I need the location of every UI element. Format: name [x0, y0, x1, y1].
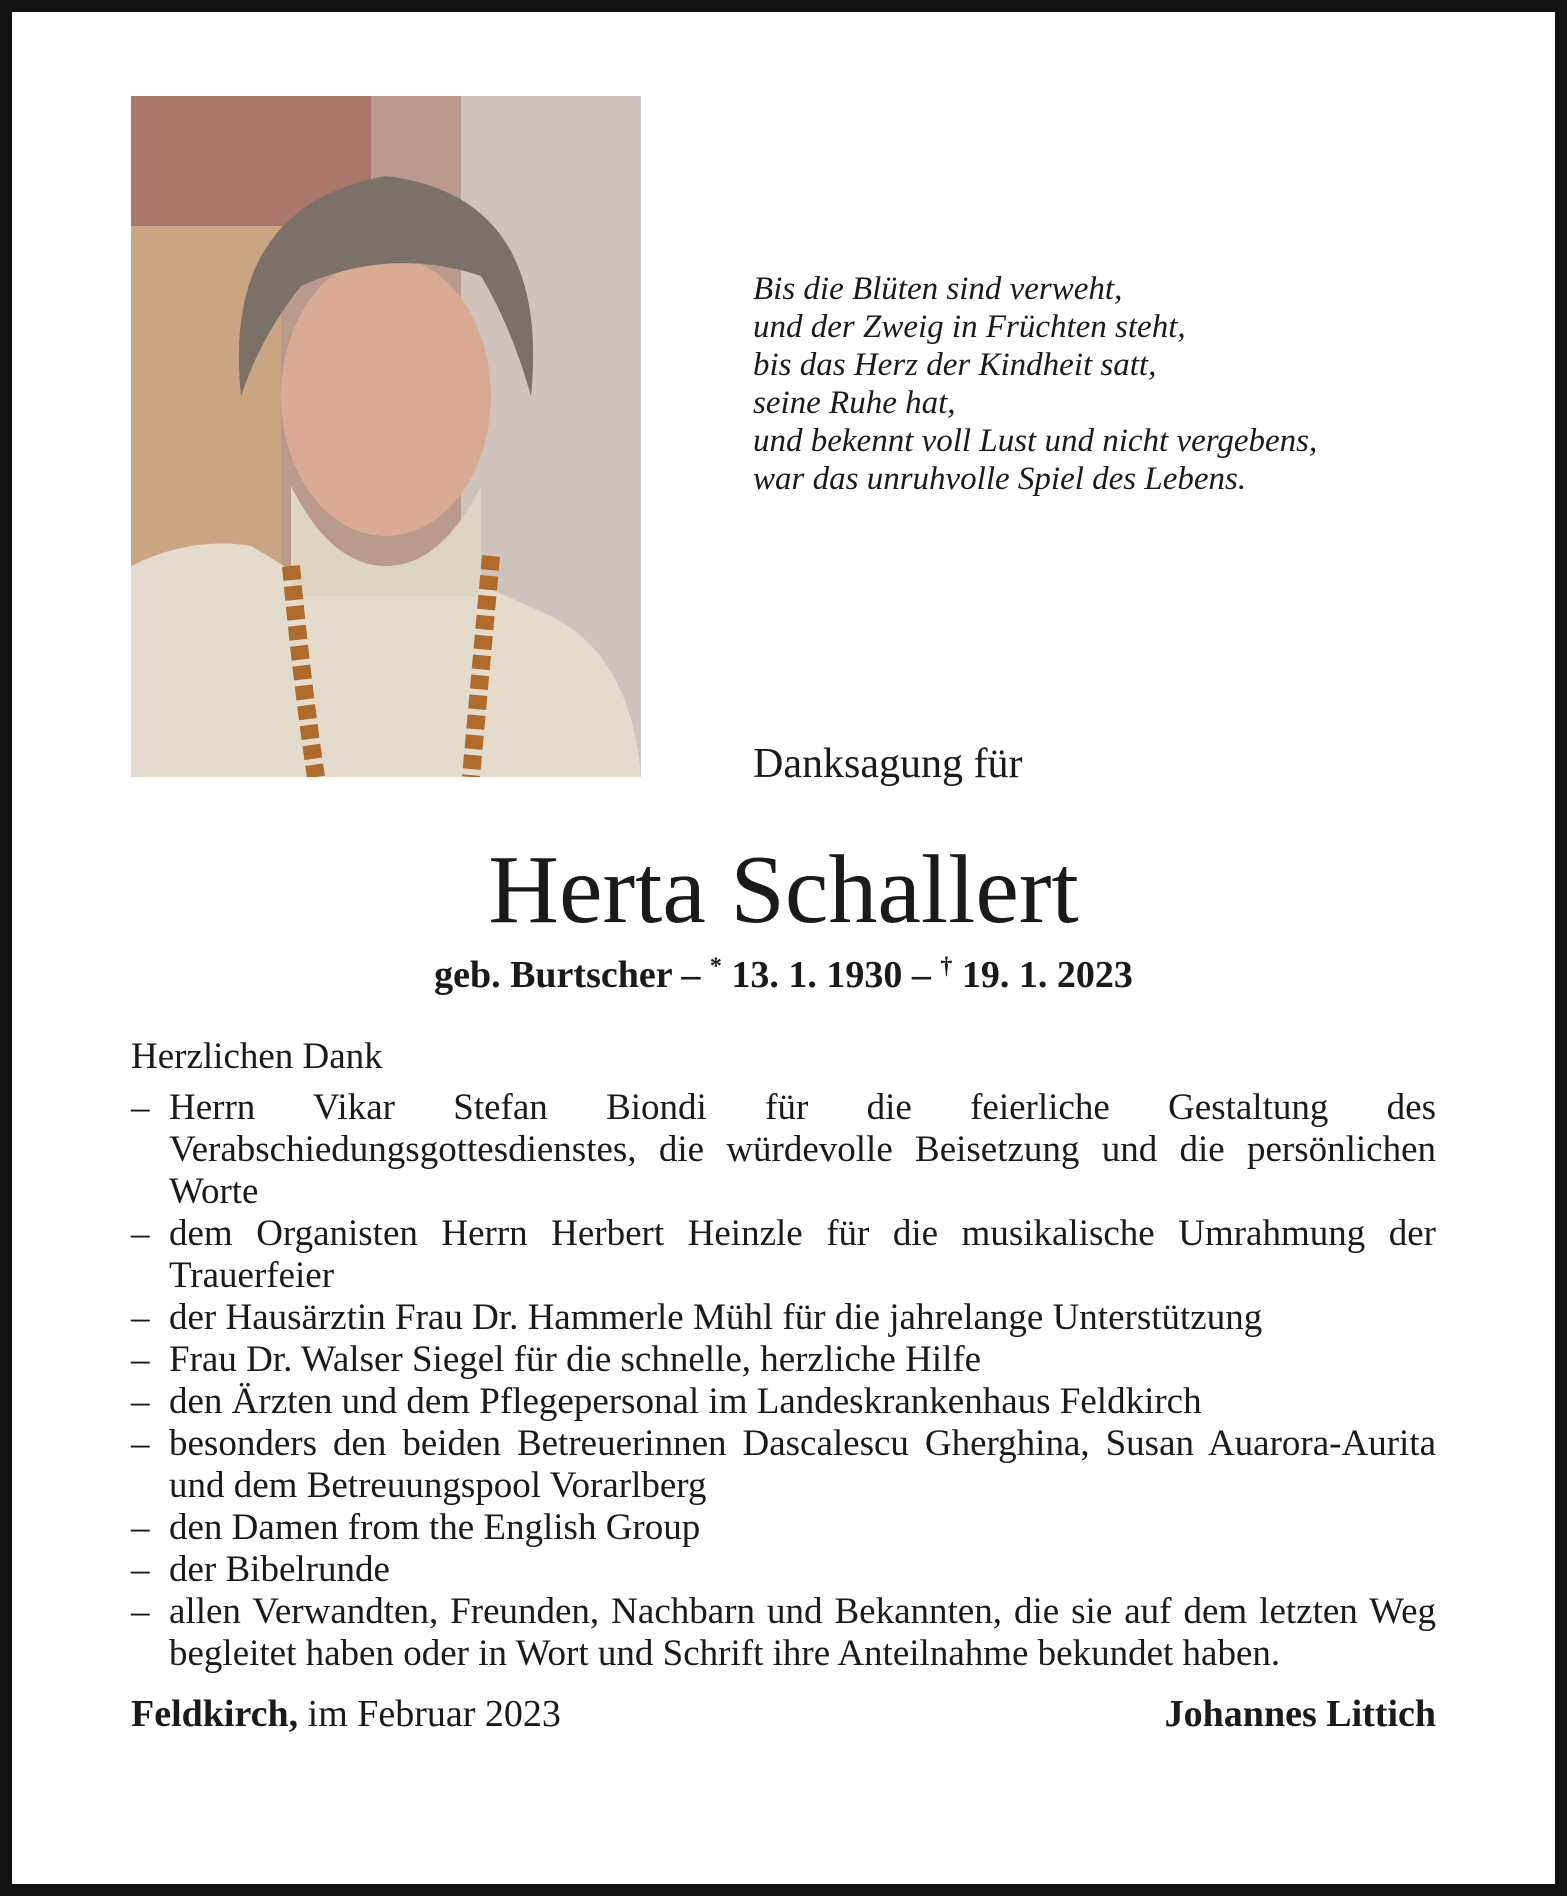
poem-line: bis das Herz der Kindheit satt, [753, 347, 1157, 383]
poem-line: war das unruhvolle Spiel des Lebens. [753, 461, 1247, 497]
list-item [131, 1381, 1436, 1423]
poem [753, 270, 1317, 498]
list-item [131, 1213, 1436, 1297]
item-text: dem Organisten Herrn Herbert Heinzle für die musikalische Umrahmung der Trauerfeier [169, 1213, 1436, 1296]
list-item [131, 1087, 1436, 1213]
item-text: Herrn Vikar Stefan Biondi für die feierliche Gestaltung des Verabschiedungsgottesdienstes, die würdevolle Beisetzung und die persönlichen Worte [169, 1087, 1436, 1212]
death-date: 19. 1. 2023 [952, 954, 1133, 996]
item-text: der Hausärztin Frau Dr. Hammerle Mühl für die jahrelange Unterstützung [169, 1297, 1263, 1338]
separator: – [671, 954, 710, 996]
thanks-list [131, 1087, 1436, 1675]
dash-bullet: – [131, 1213, 150, 1254]
item-text: den Ärzten und dem Pflegepersonal im Landeskrankenhaus Feldkirch [169, 1381, 1202, 1422]
danksagung-heading: Danksagung für [753, 741, 1023, 787]
list-item [131, 1297, 1436, 1339]
list-item [131, 1423, 1436, 1507]
deceased-name: Herta Schallert [488, 836, 1079, 944]
birth-date: 13. 1. 1930 [721, 954, 903, 996]
portrait-photo [131, 96, 641, 777]
item-text: Frau Dr. Walser Siegel für die schnelle, herzliche Hilfe [169, 1339, 982, 1380]
list-item [131, 1339, 1436, 1381]
list-item [131, 1507, 1436, 1549]
birth-name: geb. Burtscher [434, 954, 672, 996]
separator: – [902, 954, 941, 996]
dash-bullet: – [131, 1549, 150, 1590]
dash-bullet: – [131, 1423, 150, 1464]
poem-line: seine Ruhe hat, [753, 385, 956, 421]
birth-star-icon: * [709, 953, 722, 980]
dash-bullet: – [131, 1591, 150, 1632]
item-text: besonders den beiden Betreuerinnen Dascalescu Gherghina, Susan Auarora-Aurita und dem Betreuungspool Vorarlberg [169, 1423, 1436, 1506]
poem-line: und der Zweig in Früchten steht, [753, 309, 1186, 345]
dash-bullet: – [131, 1087, 150, 1128]
date: im Februar 2023 [298, 1693, 561, 1735]
poem-line: Bis die Blüten sind verweht, [753, 271, 1123, 307]
item-text: allen Verwandten, Freunden, Nachbarn und Bekannten, die sie auf dem letzten Weg begleitet haben oder in Wort und Schrift ihre Anteilnahme bekundet haben. [169, 1591, 1436, 1674]
footer [131, 1691, 1436, 1737]
dash-bullet: – [131, 1339, 150, 1380]
thanks-intro: Herzlichen Dank [131, 1036, 383, 1077]
item-text: der Bibelrunde [169, 1549, 390, 1590]
thanks-section [131, 1035, 1436, 1737]
list-item [131, 1591, 1436, 1675]
dash-bullet: – [131, 1381, 150, 1422]
dash-bullet: – [131, 1297, 150, 1338]
poem-line: und bekennt voll Lust und nicht vergebens, [753, 423, 1318, 459]
death-cross-icon: † [940, 953, 953, 980]
life-dates [0, 952, 1567, 998]
list-item [131, 1549, 1436, 1591]
signer: Johannes Littich [1164, 1693, 1436, 1735]
item-text: den Damen from the English Group [169, 1507, 701, 1548]
place: Feldkirch, [131, 1693, 299, 1735]
dash-bullet: – [131, 1507, 150, 1548]
place-date [131, 1691, 561, 1737]
